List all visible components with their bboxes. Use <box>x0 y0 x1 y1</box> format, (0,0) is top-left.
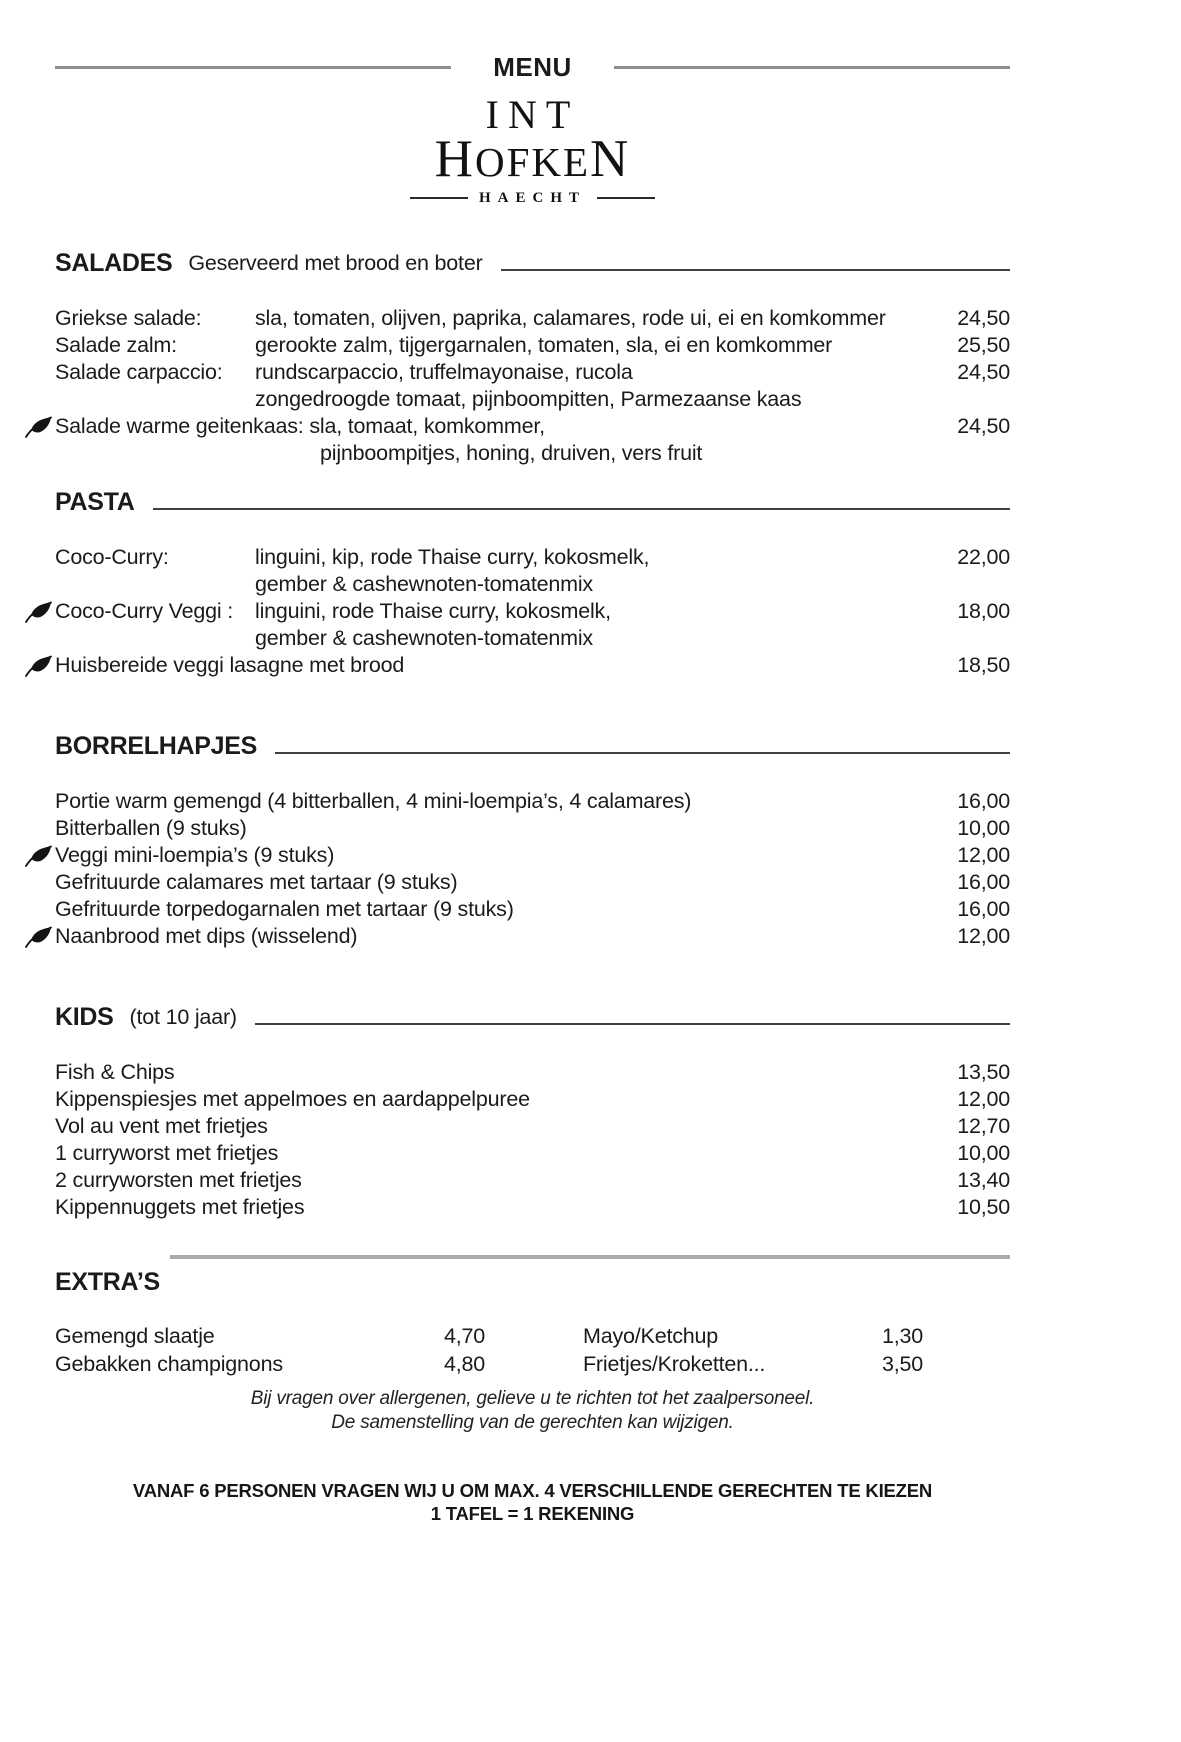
vegetarian-leaf-icon <box>25 845 52 867</box>
extra-price-right: 3,50 <box>881 1351 923 1376</box>
item-price: 25,50 <box>957 332 1010 357</box>
item-price: 10,50 <box>957 1194 1010 1219</box>
menu-item-row <box>55 571 1010 598</box>
item-price: 24,50 <box>957 413 1010 438</box>
menu-section <box>55 732 1010 950</box>
section-header <box>55 249 1010 278</box>
menu-item-row <box>55 359 1010 386</box>
menu-item-row <box>55 598 1010 625</box>
section-title: KIDS <box>55 1002 114 1031</box>
section-subtitle: Geserveerd met brood en boter <box>188 250 483 275</box>
menu-sections <box>55 249 1010 1221</box>
item-name: Griekse salade: <box>55 305 202 330</box>
menu-section <box>55 488 1010 679</box>
section-items <box>55 788 1010 950</box>
item-description: linguini, rode Thaise curry, kokosmelk, <box>255 598 611 623</box>
logo-word-int: INT <box>485 92 580 137</box>
extras-column-gap <box>485 1350 583 1378</box>
section-rule <box>153 508 1010 510</box>
item-text: Fish & Chips <box>55 1059 175 1084</box>
item-text: Naanbrood met dips (wisselend) <box>55 923 358 948</box>
extra-price-right: 1,30 <box>881 1323 923 1348</box>
menu-item-row <box>55 440 1010 467</box>
item-price: 16,00 <box>957 869 1010 894</box>
section-rule <box>255 1023 1010 1025</box>
section-rule <box>275 752 1010 754</box>
item-description: sla, tomaten, olijven, paprika, calamares, rode ui, ei en komkommer <box>255 305 886 330</box>
extras-item-row <box>55 1322 1010 1350</box>
section-title: PASTA <box>55 487 135 516</box>
menu-item-row <box>55 1086 1010 1113</box>
extra-name-left: Gemengd slaatje <box>55 1323 215 1348</box>
item-price <box>938 571 1010 598</box>
item-price: 10,00 <box>957 1140 1010 1165</box>
vegetarian-leaf-icon <box>25 655 52 677</box>
item-price: 22,00 <box>957 544 1010 569</box>
extra-price-left: 4,70 <box>443 1323 485 1348</box>
item-description: zongedroogde tomaat, pijnboompitten, Parmezaanse kaas <box>255 386 802 411</box>
composition-note: De samenstelling van de gerechten kan wijzigen. <box>331 1411 734 1433</box>
item-price: 12,00 <box>957 842 1010 867</box>
menu-item-row <box>55 1059 1010 1086</box>
menu-item-row <box>55 896 1010 923</box>
item-text: Portie warm gemengd (4 bitterballen, 4 mini-loempia’s, 4 calamares) <box>55 788 692 813</box>
item-text: Salade warme geitenkaas: sla, tomaat, komkommer, <box>55 413 545 438</box>
menu-item-row <box>55 923 1010 950</box>
section-title: SALADES <box>55 248 173 277</box>
restaurant-logo <box>55 92 1010 207</box>
item-price: 18,00 <box>957 598 1010 623</box>
footer-groups-note: VANAF 6 PERSONEN VRAGEN WIJ U OM MAX. 4 VERSCHILLENDE GERECHTEN TE KIEZEN <box>132 1479 933 1501</box>
item-name <box>55 386 255 413</box>
section-items <box>55 305 1010 467</box>
item-description: linguini, kip, rode Thaise curry, kokosmelk, <box>255 544 650 569</box>
logo-rule-right <box>597 197 655 199</box>
item-name: Coco-Curry Veggi : <box>55 598 234 623</box>
item-price: 24,50 <box>957 359 1010 384</box>
section-header <box>55 1003 1010 1032</box>
section-extras <box>55 1255 1010 1378</box>
section-items <box>55 1059 1010 1221</box>
menu-item-row <box>55 386 1010 413</box>
item-price: 16,00 <box>957 896 1010 921</box>
item-price: 24,50 <box>957 305 1010 330</box>
item-price: 12,70 <box>957 1113 1010 1138</box>
menu-item-row <box>55 869 1010 896</box>
item-price <box>938 625 1010 652</box>
logo-word-hofken: HOFKEN <box>434 130 631 188</box>
section-subtitle: (tot 10 jaar) <box>129 1004 237 1029</box>
item-name <box>55 625 255 652</box>
extras-item-row <box>55 1350 1010 1378</box>
extras-rule-above <box>170 1255 1010 1259</box>
footer-bill-note: 1 TAFEL = 1 REKENING <box>430 1502 635 1524</box>
menu-item-row <box>55 815 1010 842</box>
section-title: BORRELHAPJES <box>55 731 257 760</box>
menu-item-row <box>55 842 1010 869</box>
menu-item-row <box>55 652 1010 679</box>
menu-item-row <box>55 1140 1010 1167</box>
section-items <box>55 544 1010 679</box>
extra-price-left: 4,80 <box>443 1351 485 1376</box>
logo-city: HAECHT <box>478 189 586 206</box>
item-name <box>55 571 255 598</box>
item-price: 13,40 <box>957 1167 1010 1192</box>
item-name: Salade zalm: <box>55 332 177 357</box>
item-price: 12,00 <box>957 923 1010 948</box>
item-name: Salade carpaccio: <box>55 359 223 384</box>
item-text: 2 curryworsten met frietjes <box>55 1167 302 1192</box>
item-price: 12,00 <box>957 1086 1010 1111</box>
menu-item-row <box>55 413 1010 440</box>
item-text: Vol au vent met frietjes <box>55 1113 268 1138</box>
item-name: Coco-Curry: <box>55 544 169 569</box>
menu-item-row <box>55 544 1010 571</box>
menu-item-row <box>55 1113 1010 1140</box>
menu-section <box>55 249 1010 467</box>
item-text: Bitterballen (9 stuks) <box>55 815 247 840</box>
menu-item-row <box>55 332 1010 359</box>
header-rule-right <box>614 66 1010 69</box>
menu-notes <box>55 1387 1010 1435</box>
item-description: gember & cashewnoten-tomatenmix <box>255 625 593 650</box>
item-description: gember & cashewnoten-tomatenmix <box>255 571 593 596</box>
vegetarian-leaf-icon <box>25 416 52 438</box>
item-text: 1 curryworst met frietjes <box>55 1140 279 1165</box>
item-price: 18,50 <box>957 652 1010 677</box>
menu-item-row <box>55 1194 1010 1221</box>
menu-footer <box>55 1479 1010 1525</box>
item-text: Huisbereide veggi lasagne met brood <box>55 652 405 677</box>
item-price <box>938 440 1010 467</box>
item-text: Veggi mini-loempia’s (9 stuks) <box>55 842 335 867</box>
header-rule-left <box>55 66 451 69</box>
item-description: gerookte zalm, tijgergarnalen, tomaten, sla, ei en komkommer <box>255 332 833 357</box>
menu-header <box>55 52 1010 83</box>
logo-rule-left <box>410 197 468 199</box>
vegetarian-leaf-icon <box>25 926 52 948</box>
item-price: 13,50 <box>957 1059 1010 1084</box>
item-price <box>938 386 1010 413</box>
allergen-note: Bij vragen over allergenen, gelieve u te richten tot het zaalpersoneel. <box>250 1387 815 1409</box>
menu-section <box>55 1003 1010 1221</box>
menu-item-row <box>55 788 1010 815</box>
extra-name-left: Gebakken champignons <box>55 1351 283 1376</box>
logo-subtitle <box>55 190 1010 207</box>
item-text: Gefrituurde torpedogarnalen met tartaar (9 stuks) <box>55 896 514 921</box>
item-text: Kippenspiesjes met appelmoes en aardappelpuree <box>55 1086 530 1111</box>
section-header <box>55 488 1010 517</box>
item-price: 16,00 <box>957 788 1010 813</box>
item-description: rundscarpaccio, truffelmayonaise, rucola <box>255 359 633 384</box>
section-header <box>55 732 1010 761</box>
item-price: 10,00 <box>957 815 1010 840</box>
item-text: Gefrituurde calamares met tartaar (9 stuks) <box>55 869 458 894</box>
extra-name-right: Mayo/Ketchup <box>583 1323 719 1348</box>
extras-rows <box>55 1322 1010 1378</box>
section-title: EXTRA’S <box>55 1267 160 1296</box>
menu-title: MENU <box>493 52 572 82</box>
vegetarian-leaf-icon <box>25 601 52 623</box>
menu-item-row <box>55 1167 1010 1194</box>
item-text: Kippennuggets met frietjes <box>55 1194 305 1219</box>
menu-item-row <box>55 305 1010 332</box>
extras-column-gap <box>485 1322 583 1350</box>
item-text: pijnboompitjes, honing, druiven, vers fruit <box>320 440 703 465</box>
section-rule <box>501 269 1010 271</box>
menu-item-row <box>55 625 1010 652</box>
extra-name-right: Frietjes/Kroketten... <box>583 1351 766 1376</box>
